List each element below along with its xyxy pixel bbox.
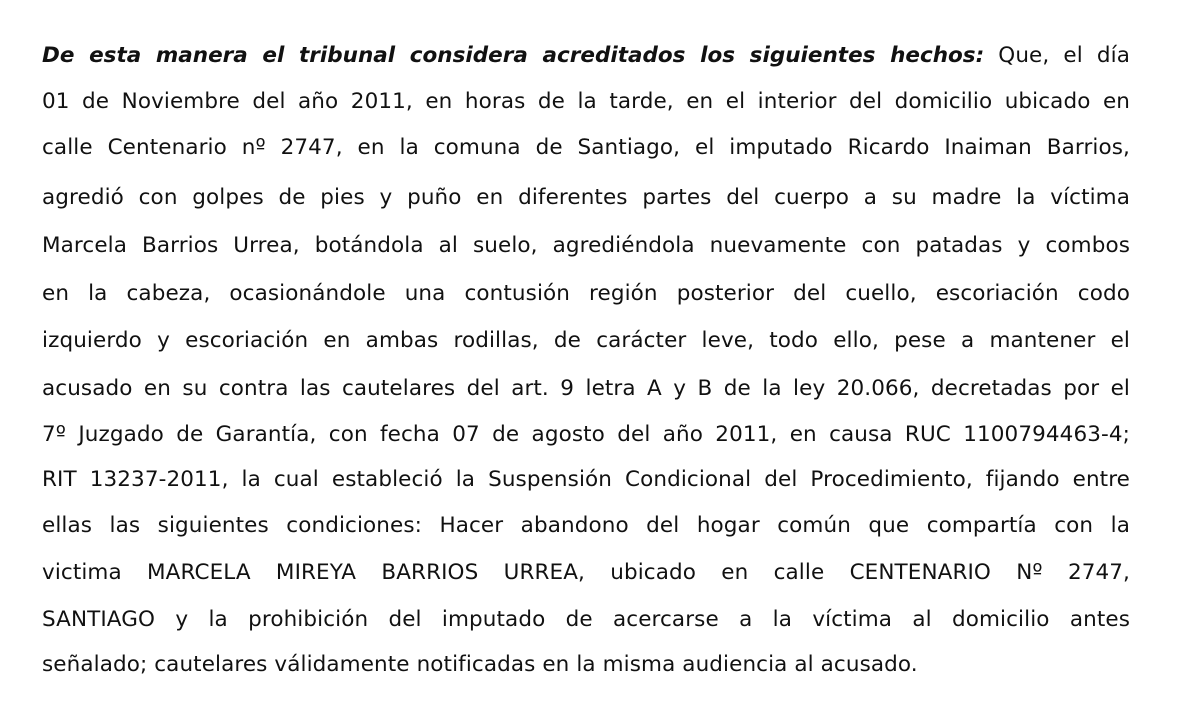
paragraph-line-3: calle Centenario nº 2747, en la comuna de Santiago, el imputado Ricardo Inaiman Barrios, — [42, 135, 1130, 160]
paragraph-line-8: acusado en su contra las cautelares del art. 9 letra A y B de la ley 20.066, decretadas por el — [42, 376, 1130, 401]
paragraph-line-10: RIT 13237-2011, la cual estableció la Suspensión Condicional del Procedimiento, fijando entre — [42, 467, 1130, 492]
paragraph-line-1 — [42, 36, 1130, 76]
line-text: Que, el día — [998, 43, 1130, 68]
paragraph-line-14: señalado; cautelares válidamente notificadas en la misma audiencia al acusado. — [42, 652, 918, 677]
heading-text: De esta manera el tribunal considera acreditados los siguientes hechos: — [42, 43, 985, 68]
paragraph-line-13: SANTIAGO y la prohibición del imputado de acercarse a la víctima al domicilio antes — [42, 607, 1130, 632]
paragraph-line-12: victima MARCELA MIREYA BARRIOS URREA, ubicado en calle CENTENARIO Nº 2747, — [42, 560, 1130, 585]
paragraph-line-7: izquierdo y escoriación en ambas rodillas, de carácter leve, todo ello, pese a mantener el — [42, 328, 1130, 353]
paragraph-line-6: en la cabeza, ocasionándole una contusión región posterior del cuello, escoriación codo — [42, 281, 1130, 306]
paragraph-line-4: agredió con golpes de pies y puño en diferentes partes del cuerpo a su madre la víctima — [42, 185, 1130, 210]
paragraph-line-11: ellas las siguientes condiciones: Hacer abandono del hogar común que compartía con la — [42, 513, 1130, 538]
paragraph-line-9: 7º Juzgado de Garantía, con fecha 07 de agosto del año 2011, en causa RUC 1100794463-4; — [42, 422, 1130, 447]
paragraph-line-5: Marcela Barrios Urrea, botándola al suelo, agrediéndola nuevamente con patadas y combos — [42, 233, 1130, 258]
paragraph-line-2: 01 de Noviembre del año 2011, en horas de la tarde, en el interior del domicilio ubicado en — [42, 89, 1130, 114]
